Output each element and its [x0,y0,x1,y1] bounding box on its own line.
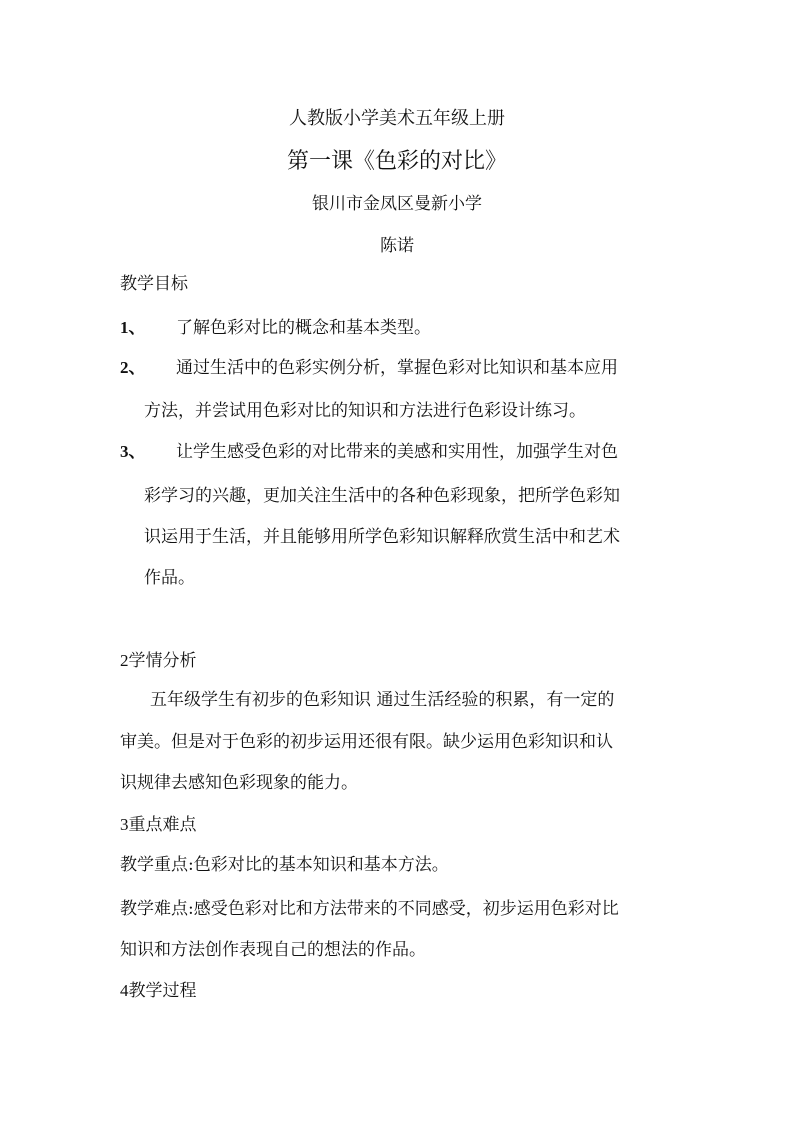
key-point: 教学重点:色彩对比的基本知识和基本方法。 [120,855,449,875]
objectives-heading: 教学目标 [120,274,188,294]
objective-2-line-2: 方法，并尝试用色彩对比的知识和方法进行色彩设计练习。 [144,401,586,421]
process-heading-text: 教学过程 [128,981,197,1001]
objective-3-line-4: 作品。 [144,568,195,588]
analysis-line-2: 审美。但是对于色彩的初步运用还很有限。缺少运用色彩知识和认 [120,732,613,752]
analysis-number: 2 [120,651,129,670]
objective-3-line-3: 识运用于生活，并且能够用所学色彩知识解释欣赏生活中和艺术 [144,527,620,547]
analysis-line-3: 识规律去感知色彩现象的能力。 [120,773,358,793]
objective-1-line-1: 了解色彩对比的概念和基本类型。 [176,318,431,338]
difficult-point-line-2: 知识和方法创作表现自己的想法的作品。 [120,940,426,960]
objective-2-line-1: 通过生活中的色彩实例分析，掌握色彩对比知识和基本应用 [176,358,618,378]
process-heading [120,979,197,1003]
analysis-heading [120,649,197,673]
document-title: 人教版小学美术五年级上册 [289,108,505,129]
objective-3-line-2: 彩学习的兴趣，更加关注生活中的各种色彩现象，把所学色彩知 [144,486,620,506]
objective-3-number: 3、 [120,442,146,461]
process-number: 4 [120,981,129,1000]
objective-3-line-1: 让学生感受色彩的对比带来的美感和实用性，加强学生对色 [176,442,618,462]
school-name: 银川市金凤区曼新小学 [312,194,482,214]
keypoints-heading [120,813,197,837]
analysis-line-1: 五年级学生有初步的色彩知识 通过生活经验的积累，有一定的 [150,690,615,710]
objective-1-number: 1、 [120,318,146,337]
analysis-heading-text: 学情分析 [128,651,197,671]
objective-2-number: 2、 [120,358,146,377]
difficult-point-line-1: 教学难点:感受色彩对比和方法带来的不同感受，初步运用色彩对比 [120,899,619,919]
teacher-name: 陈诺 [380,236,414,256]
keypoints-heading-text: 重点难点 [128,815,197,835]
lesson-title: 第一课《色彩的对比》 [286,149,507,174]
keypoints-number: 3 [120,815,129,834]
